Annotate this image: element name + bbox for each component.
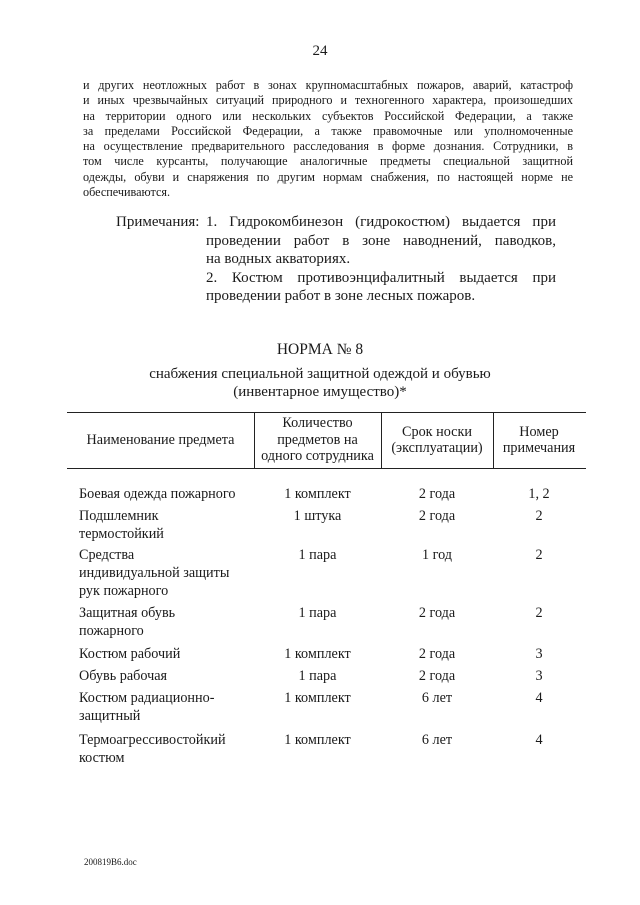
cell-name-line: Средства (79, 547, 135, 563)
cell-name-line: защитный (79, 708, 141, 724)
cell-name (79, 689, 254, 725)
norm-subtitle-line: (инвентарное имущество)* (233, 384, 407, 400)
paragraph-line: и иных чрезвычайных ситуаций природного и техногенного характера, произошедших (83, 93, 573, 108)
cell-quantity: 1 комплект (284, 690, 351, 706)
paragraph-line: на осуществление предварительного расследования в форме дознания. Сотрудники, в (83, 139, 573, 154)
cell-term: 2 года (418, 668, 456, 684)
cell-term: 2 года (418, 486, 456, 502)
cell-note: 2 (535, 547, 543, 563)
cell-note: 1, 2 (528, 486, 550, 502)
cell-name (79, 604, 254, 640)
header-quantity-line: одного сотрудника (261, 448, 374, 465)
cell-name-line: пожарного (79, 623, 144, 639)
cell-term: 6 лет (421, 732, 453, 748)
cell-note: 4 (535, 732, 543, 748)
note-line: 2. Костюм противоэнцифалитный выдается при (206, 269, 556, 286)
header-name (67, 412, 254, 468)
cell-quantity: 1 штука (293, 508, 342, 524)
header-note-line: примечания (502, 440, 576, 456)
cell-name-line: Боевая одежда пожарного (79, 486, 236, 502)
header-quantity-line: Количество (282, 415, 353, 432)
cell-note: 3 (535, 646, 543, 662)
norm-title: НОРМА № 8 (276, 341, 364, 358)
cell-name (79, 667, 254, 685)
cell-quantity: 1 пара (298, 605, 337, 621)
cell-name (79, 645, 254, 663)
note-line: проведении работ в зоне наводнений, паводков, (206, 232, 556, 249)
norm-subtitle (0, 365, 640, 401)
paragraph-line: и других неотложных работ в зонах крупномасштабных пожаров, аварий, катастроф (83, 78, 573, 92)
cell-quantity: 1 комплект (284, 486, 351, 502)
header-quantity (254, 412, 381, 468)
notes-label: Примечания: (116, 214, 200, 230)
header-term-line: (эксплуатации) (391, 440, 483, 456)
header-note-line: Номер (519, 423, 559, 440)
cell-name (79, 546, 254, 600)
cell-note: 3 (535, 668, 543, 684)
cell-name-line: Подшлемник (79, 508, 159, 524)
header-note (493, 412, 585, 468)
paragraph-line: том числе курсанты, получающие аналогичные предметы специальной защитной (83, 154, 573, 169)
header-quantity-line: предметов на (277, 431, 358, 448)
cell-quantity: 1 комплект (284, 732, 351, 748)
cell-name-line: Костюм рабочий (79, 646, 181, 662)
cell-name-line: Обувь рабочая (79, 668, 168, 684)
cell-name (79, 731, 254, 767)
cell-quantity: 1 пара (298, 668, 337, 684)
table-header-rule (67, 468, 586, 469)
cell-term: 2 года (418, 646, 456, 662)
note-line: проведении работ в зоне лесных пожаров. (206, 288, 476, 304)
cell-note: 4 (535, 690, 543, 706)
paragraph-line: одежды, обуви и снаряжения по другим нормам снабжения, по настоящей норме не (83, 169, 573, 184)
cell-term: 2 года (418, 508, 456, 524)
cell-name-line: Термоагрессивостойкий (79, 732, 226, 748)
cell-term: 6 лет (421, 690, 453, 706)
cell-note: 2 (535, 508, 543, 524)
cell-term: 2 года (418, 605, 456, 621)
norm-subtitle-line: снабжения специальной защитной одеждой и обувью (149, 366, 491, 382)
header-term-line: Срок носки (402, 423, 472, 440)
cell-name-line: индивидуальной защиты (79, 565, 230, 581)
note-line: на водных акваториях. (206, 251, 351, 267)
footer-filename: 200819B6.doc (84, 857, 137, 867)
intro-paragraph (83, 78, 573, 200)
cell-term: 1 год (421, 547, 452, 563)
header-term (381, 412, 493, 468)
paragraph-line: обеспечиваются. (83, 185, 171, 200)
cell-name-line: рук пожарного (79, 583, 169, 599)
paragraph-line: за пределами Российской Федерации, а также правомочные или уполномоченные (83, 123, 573, 138)
cell-note: 2 (535, 605, 543, 621)
cell-name (79, 507, 254, 543)
cell-name (79, 485, 254, 503)
note-line: 1. Гидрокомбинезон (гидрокостюм) выдается при (206, 214, 556, 230)
header-name-text: Наименование предмета (86, 431, 235, 448)
cell-name-line: Костюм радиационно- (79, 690, 215, 706)
page-number: 24 (312, 43, 328, 59)
cell-quantity: 1 пара (298, 547, 337, 563)
cell-name-line: Защитная обувь (79, 605, 176, 621)
notes-list (206, 213, 556, 306)
cell-quantity: 1 комплект (284, 646, 351, 662)
cell-name-line: термостойкий (79, 526, 164, 542)
paragraph-line: на территории одного или нескольких субъектов Российской Федерации, а также (83, 108, 573, 123)
cell-name-line: костюм (79, 750, 125, 766)
